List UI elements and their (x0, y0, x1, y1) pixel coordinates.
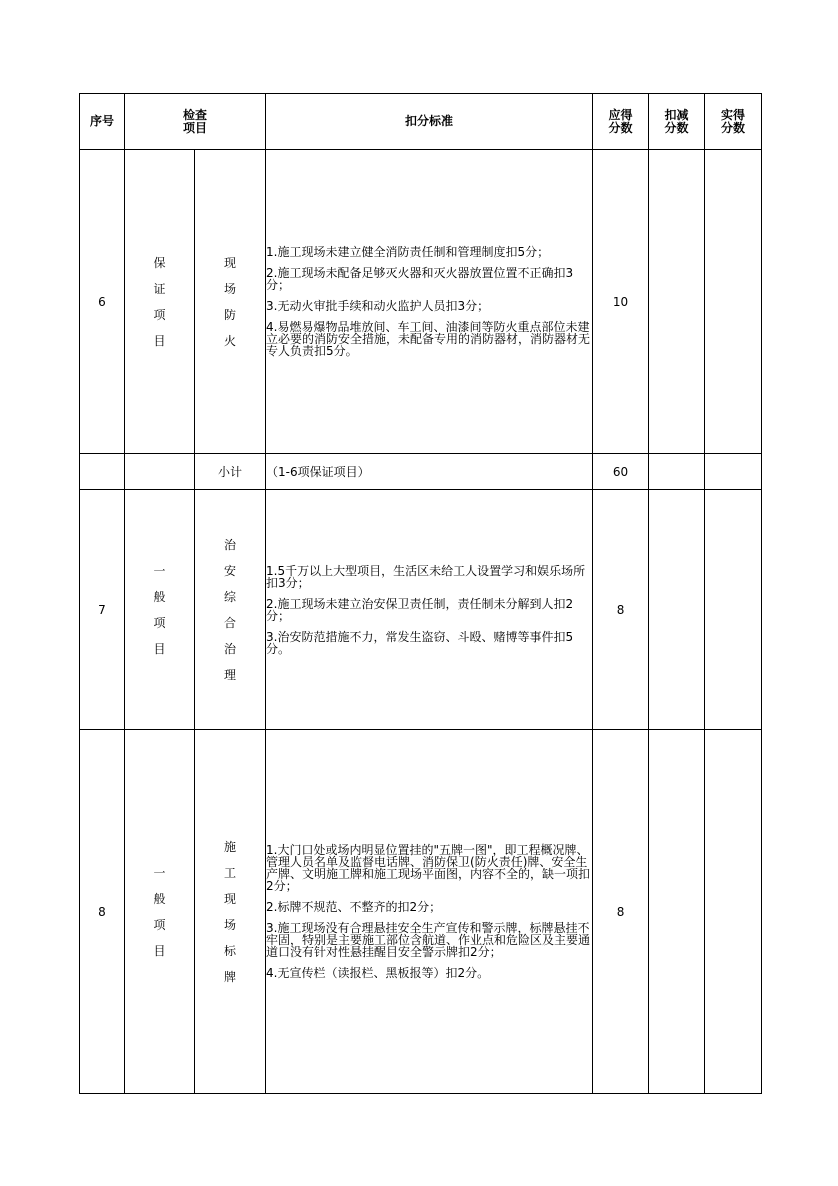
item-char: 场 (224, 281, 237, 296)
header-actual-line1: 实得 (721, 107, 746, 122)
item-char: 现 (224, 891, 237, 906)
item-char: 安 (224, 563, 237, 578)
header-should-line1: 应得 (608, 107, 633, 122)
header-item-line1: 检查 (183, 107, 208, 122)
criteria-line: 1.施工现场未建立健全消防责任制和管理制度扣5分； (266, 245, 550, 259)
item-char: 场 (224, 917, 237, 932)
item-char: 理 (224, 667, 237, 682)
header-criteria: 扣分标准 (266, 94, 593, 150)
criteria-line: 2.标牌不规范、不整齐的扣2分； (266, 900, 442, 914)
category-char: 般 (153, 589, 166, 604)
category-char: 目 (153, 943, 166, 958)
header-should-score (593, 94, 649, 150)
table-row-8 (80, 730, 762, 1094)
category-char: 一 (153, 563, 166, 578)
category-char: 一 (153, 865, 166, 880)
item-char: 综 (224, 589, 237, 604)
category-vertical-text (125, 250, 194, 354)
item-char: 现 (224, 255, 237, 270)
category-char: 目 (153, 333, 166, 348)
subtotal-text: （1-6项保证项目） (266, 454, 593, 490)
criteria-cell (266, 730, 593, 1094)
category-char: 目 (153, 641, 166, 656)
item-vertical-text (195, 834, 265, 990)
category-cell (125, 730, 195, 1094)
subtotal-actual-cell[interactable] (705, 454, 762, 490)
should-score: 8 (593, 730, 649, 1094)
category-char: 保 (153, 255, 166, 270)
header-item-line2: 项目 (183, 120, 208, 135)
subtotal-empty (80, 454, 125, 490)
actual-score-cell[interactable] (705, 730, 762, 1094)
should-score: 8 (593, 490, 649, 730)
item-vertical-text (195, 250, 265, 354)
actual-score-cell[interactable] (705, 150, 762, 454)
item-char: 火 (224, 333, 237, 348)
item-char: 标 (224, 943, 237, 958)
item-vertical-text (195, 532, 265, 688)
criteria-line: 1.大门口处或场内明显位置挂的"五牌一图"，即工程概况牌、管理人员名单及监督电话牌、消防保卫(防火责任)牌、安全生产牌、文明施工牌和施工现场平面图，内容不全的，缺一项扣2分； (266, 843, 591, 893)
item-char: 工 (224, 865, 237, 880)
item-char: 施 (224, 839, 237, 854)
header-no: 序号 (80, 94, 125, 150)
deduct-score-cell[interactable] (649, 730, 705, 1094)
subtotal-deduct-cell[interactable] (649, 454, 705, 490)
deduct-score-cell[interactable] (649, 490, 705, 730)
header-actual-score (705, 94, 762, 150)
category-char: 项 (153, 615, 166, 630)
inspection-score-table (79, 93, 762, 1094)
criteria-line: 3.治安防范措施不力，常发生盗窃、斗殴、赌博等事件扣5分。 (266, 629, 574, 656)
category-vertical-text (125, 558, 194, 662)
row-number: 6 (80, 150, 125, 454)
header-row (80, 94, 762, 150)
item-char: 牌 (224, 969, 237, 984)
category-cell (125, 150, 195, 454)
header-deduct-line1: 扣减 (664, 107, 689, 122)
category-char: 般 (153, 891, 166, 906)
should-score: 10 (593, 150, 649, 454)
deduct-score-cell[interactable] (649, 150, 705, 454)
criteria-line: 2.施工现场未建立治安保卫责任制，责任制未分解到人扣2分； (266, 596, 574, 623)
header-actual-line2: 分数 (721, 120, 746, 135)
category-char: 证 (153, 281, 166, 296)
row-number: 8 (80, 730, 125, 1094)
category-vertical-text (125, 860, 194, 964)
table-row-7 (80, 490, 762, 730)
header-inspection-item (125, 94, 266, 150)
criteria-line: 3.无动火审批手续和动火监护人员扣3分； (266, 299, 490, 313)
criteria-line: 1.5千万以上大型项目，生活区未给工人设置学习和娱乐场所扣3分； (266, 563, 586, 590)
category-cell (125, 490, 195, 730)
item-char: 防 (224, 307, 237, 322)
criteria-cell (266, 150, 593, 454)
criteria-line: 2.施工现场未配备足够灭火器和灭火器放置位置不正确扣3分； (266, 266, 574, 292)
subtotal-empty (125, 454, 195, 490)
item-char: 治 (224, 537, 237, 552)
subtotal-row (80, 454, 762, 490)
criteria-line: 4.易燃易爆物品堆放间、车工间、油漆间等防火重点部位未建立必要的消防安全措施，未配备专用的消防器材，消防器材无专人负责扣5分。 (266, 320, 591, 358)
header-deduct-line2: 分数 (664, 120, 689, 135)
subtotal-label: 小计 (195, 454, 266, 490)
actual-score-cell[interactable] (705, 490, 762, 730)
subtotal-score: 60 (593, 454, 649, 490)
criteria-line: 4.无宣传栏（读报栏、黑板报等）扣2分。 (266, 966, 490, 980)
header-deduct-score (649, 94, 705, 150)
item-cell (195, 150, 266, 454)
criteria-cell (266, 490, 593, 730)
category-char: 项 (153, 307, 166, 322)
item-cell (195, 730, 266, 1094)
criteria-line: 3.施工现场没有合理悬挂安全生产宣传和警示牌，标牌悬挂不牢固，特别是主要施工部位含航道、作业点和危险区及主要通道口没有针对性悬挂醒目安全警示牌扣2分； (266, 921, 591, 959)
table-row-6 (80, 150, 762, 454)
item-char: 合 (224, 615, 237, 630)
item-cell (195, 490, 266, 730)
category-char: 项 (153, 917, 166, 932)
item-char: 治 (224, 641, 237, 656)
row-number: 7 (80, 490, 125, 730)
header-should-line2: 分数 (608, 120, 633, 135)
